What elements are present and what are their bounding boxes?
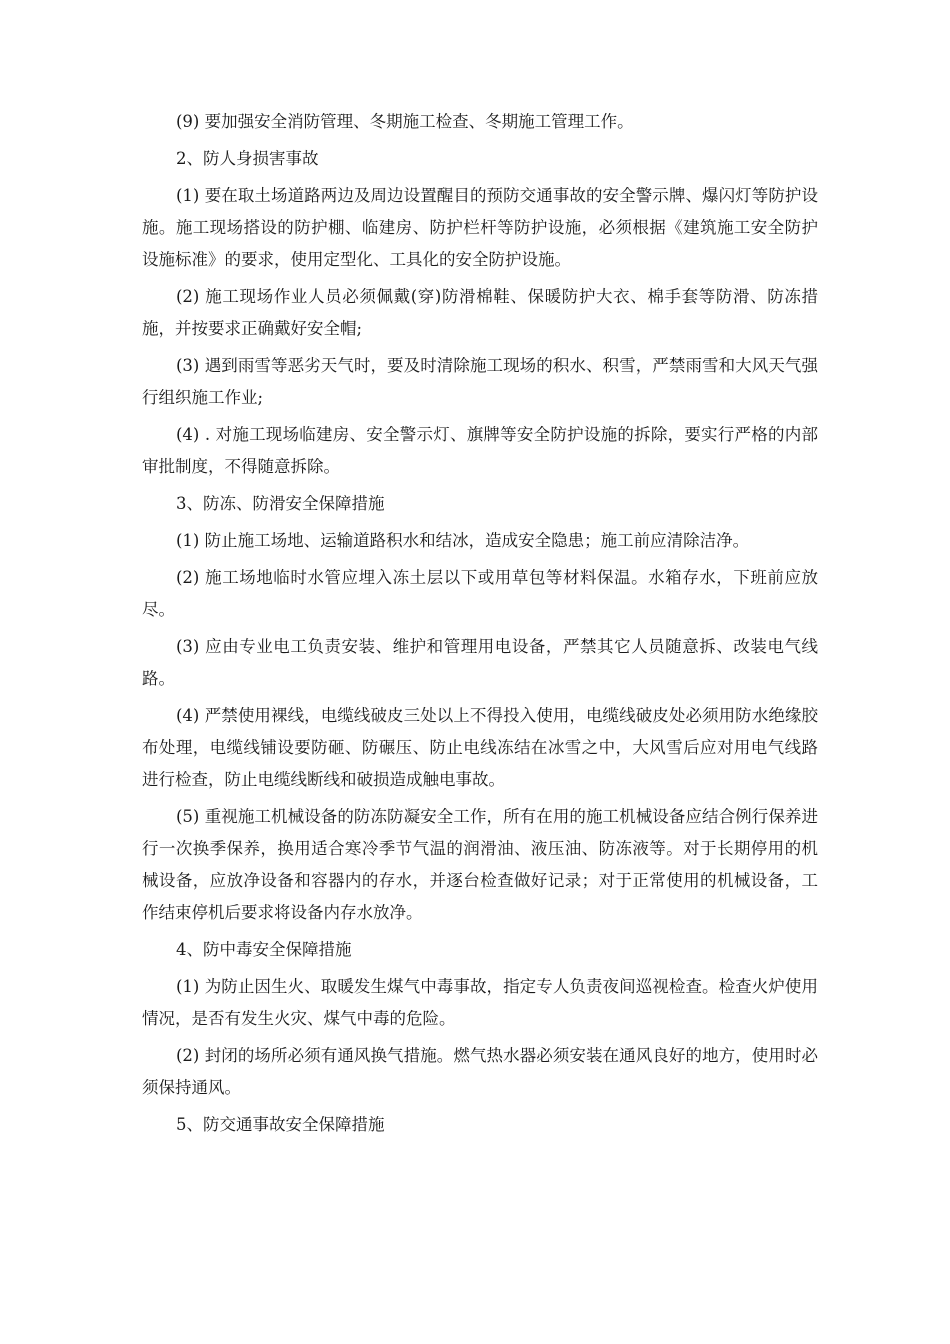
- paragraph-item-2: (2) 施工现场作业人员必须佩戴(穿)防滑棉鞋、保暖防护大衣、棉手套等防滑、防冻措施，并按要求正确戴好安全帽;: [142, 287, 818, 338]
- paragraph-item-4: (4) . 对施工现场临建房、安全警示灯、旗牌等安全防护设施的拆除，要实行严格的内部审批制度，不得随意拆除。: [142, 425, 818, 476]
- section-heading-4: 4、防中毒安全保障措施: [176, 940, 352, 959]
- paragraph-item-1: (1) 要在取土场道路两边及周边设置醒目的预防交通事故的安全警示牌、爆闪灯等防护设施。施工现场搭设的防护棚、临建房、防护栏杆等防护设施，必须根据《建筑施工安全防护设施标准》的要求，使用定型化、工具化的安全防护设施。: [142, 186, 818, 269]
- document-body: [142, 106, 818, 1146]
- paragraph-item-4: (4) 严禁使用裸线，电缆线破皮三处以上不得投入使用，电缆线破皮处必须用防水绝缘胶布处理，电缆线铺设要防砸、防碾压、防止电线冻结在冰雪之中，大风雪后应对用电气线路进行检查，防止电缆线断线和破损造成触电事故。: [142, 706, 818, 789]
- paragraph-item-5: (5) 重视施工机械设备的防冻防凝安全工作，所有在用的施工机械设备应结合例行保养进行一次换季保养，换用适合寒冷季节气温的润滑油、液压油、防冻液等。对于长期停用的机械设备，应放净设备和容器内的存水，并逐台检查做好记录；对于正常使用的机械设备，工作结束停机后要求将设备内存水放净。: [142, 807, 818, 922]
- paragraph-item-1: (1) 为防止因生火、取暖发生煤气中毒事故，指定专人负责夜间巡视检查。检查火炉使用情况，是否有发生火灾、煤气中毒的危险。: [142, 977, 818, 1028]
- paragraph-item-2: (2) 施工场地临时水管应埋入冻土层以下或用草包等材料保温。水箱存水，下班前应放尽。: [142, 568, 818, 619]
- paragraph-item-1: (1) 防止施工场地、运输道路积水和结冰，造成安全隐患；施工前应清除洁净。: [176, 531, 750, 550]
- paragraph-item-9: (9) 要加强安全消防管理、冬期施工检查、冬期施工管理工作。: [176, 112, 634, 131]
- section-heading-5: 5、防交通事故安全保障措施: [176, 1115, 385, 1134]
- paragraph-item-3: (3) 遇到雨雪等恶劣天气时，要及时清除施工现场的积水、积雪，严禁雨雪和大风天气强行组织施工作业;: [142, 356, 818, 407]
- paragraph-item-2: (2) 封闭的场所必须有通风换气措施。燃气热水器必须安装在通风良好的地方，使用时必须保持通风。: [142, 1046, 818, 1097]
- section-heading-3: 3、防冻、防滑安全保障措施: [176, 494, 385, 513]
- paragraph-item-3: (3) 应由专业电工负责安装、维护和管理用电设备，严禁其它人员随意拆、改装电气线路。: [142, 637, 818, 688]
- section-heading-2: 2、防人身损害事故: [176, 149, 319, 168]
